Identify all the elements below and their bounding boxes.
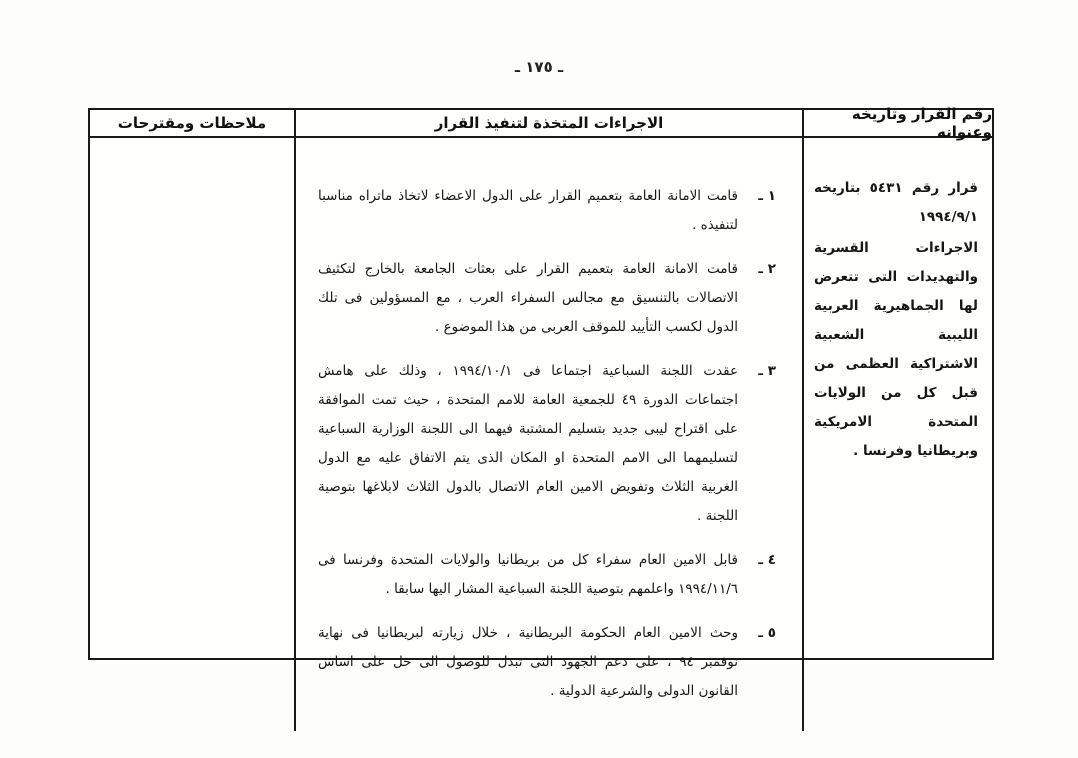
action-item-number: ٥ ـ (758, 625, 776, 642)
notes-cell (90, 138, 294, 731)
action-item-text: قابل الامين العام سفراء كل من بريطانيا والولايات المتحدة وفرنسا فى ١٩٩٤/١١/٦ واعلمهم بتوصية اللجنة السباعية المشار اليها سابقا . (318, 552, 738, 598)
action-item-text: وحث الامين العام الحكومة البريطانية ، خلال زيارته لبريطانيا فى نهاية نوفمبر ٩٤ ، على دعم الجهود التى تبذل للوصول الى حل على اساس القانون الدولى والشرعية الدولية . (318, 625, 738, 700)
resolution-summary: الاجراءات القسرية والتهديدات التى تتعرض لها الجماهيرية العربية الليبية الشعبية الاشتراكية العظمى من قبل كل من الولايات المتحدة الامريكية وبريطانيا وفرنسا . (814, 240, 978, 460)
action-item-3 (318, 357, 776, 531)
actions-cell (294, 138, 804, 731)
action-item-text: قامت الامانة العامة بتعميم القرار على الدول الاعضاء لاتخاذ ماتراه مناسبا لتنفيذه . (318, 188, 738, 234)
action-item-1 (318, 182, 776, 240)
header-cell-notes: ملاحظات ومقترحات (90, 110, 294, 138)
action-item-2 (318, 255, 776, 342)
resolution-table (88, 105, 994, 700)
action-item-text: قامت الامانة العامة بتعميم القرار على بعثات الجامعة بالخارج لتكثيف الاتصالات بالتنسيق مع مجالس السفراء العرب ، مع المسؤولين فى تلك الدول لكسب التأييد للموقف العربى من هذا الموضوع . (318, 261, 738, 336)
action-item-number: ٢ ـ (758, 261, 776, 278)
action-item-number: ٤ ـ (758, 552, 776, 569)
header-cell-resolution: رقم القرار وتاريخه وعنوانه (804, 110, 992, 138)
action-item-5 (318, 619, 776, 706)
action-item-number: ١ ـ (758, 188, 776, 204)
action-item-number: ٣ ـ (758, 363, 776, 380)
header-cell-actions: الاجراءات المتخذة لتنفيذ القرار (294, 110, 804, 138)
page-number: ـ ١٧٥ ـ (514, 58, 564, 76)
action-item-4 (318, 546, 776, 604)
resolution-cell (804, 138, 992, 731)
action-item-text: عقدت اللجنة السباعية اجتماعا فى ١٩٩٤/١٠/١ ، وذلك على هامش اجتماعات الدورة ٤٩ للجمعية العامة للامم المتحدة ، حيث تمت الموافقة على اقتراح ليبى جديد بتسليم المشتبة فيهما الى اللجنة الوزارية السباعية لتسليمهما الى الامم المتحدة او المكان الذى يتم الاتفاق عليه مع الدول الغربية الثلاث وتفويض الامين العام الاتصال بالدول الثلاث لابلاغها بتوصية اللجنة . (318, 363, 739, 525)
resolution-title: قرار رقم ٥٤٣١ بتاريخه ١٩٩٤/٩/١ (814, 180, 978, 226)
